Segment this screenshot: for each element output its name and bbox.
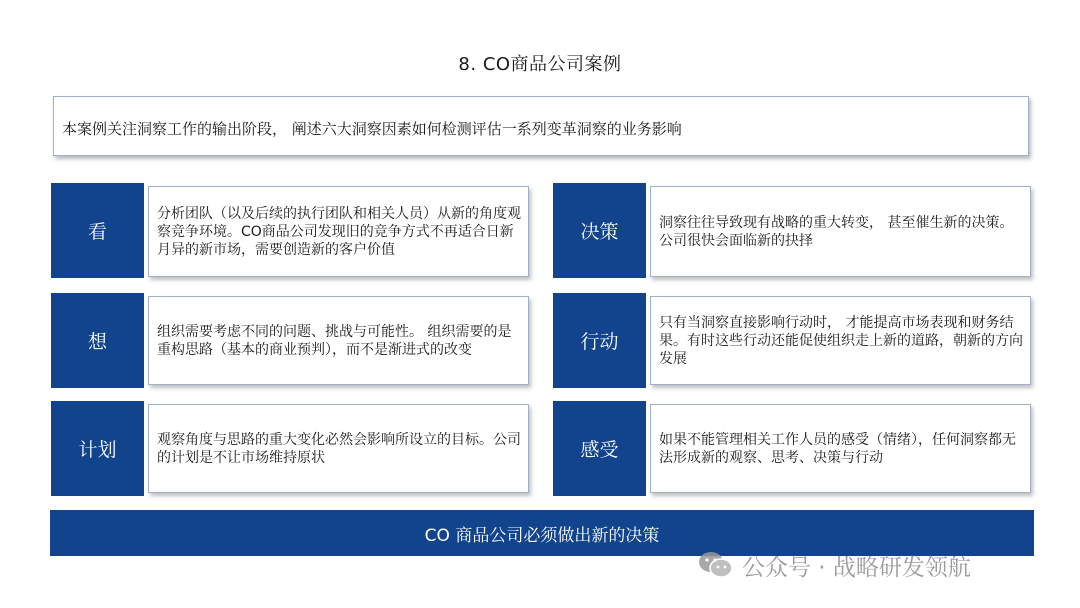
label-feel: 感受 [553,401,646,496]
page-title: 8. CO商品公司案例 [458,54,622,75]
desc-act [650,296,1031,385]
label-plan: 计划 [51,401,144,496]
label-decide: 决策 [553,183,646,278]
watermark-text: 公众号 · 战略研发领航 [742,554,971,581]
desc-plan [148,404,529,493]
watermark [698,548,971,582]
intro-text: 本案例关注洞察工作的输出阶段， 阐述六大洞察因素如何检测评估一系列变革洞察的业务影响 [62,120,682,138]
wechat-icon [698,550,734,580]
desc-decide-text: 洞察往往导致现有战略的重大转变， 甚至催生新的决策。公司很快会面临新的抉择 [659,214,1014,249]
desc-feel-text: 如果不能管理相关工作人员的感受（情绪），任何洞察都无法形成新的观察、思考、决策与行动 [659,431,1016,466]
desc-think [148,296,529,385]
desc-think-text: 组织需要考虑不同的问题、挑战与可能性。 组织需要的是重构思路（基本的商业预判），而不是渐进式的改变 [157,323,512,358]
desc-see-text: 分析团队（以及后续的执行团队和相关人员）从新的角度观察竞争环境。CO商品公司发现旧的竞争方式不再适合日新月异的新市场，需要创造新的客户价值 [157,205,521,258]
desc-see [148,186,529,277]
label-act: 行动 [553,293,646,388]
label-see: 看 [51,183,144,278]
conclusion-text: CO 商品公司必须做出新的决策 [424,525,660,546]
intro-box [53,96,1029,156]
desc-decide [650,186,1031,277]
desc-plan-text: 观察角度与思路的重大变化必然会影响所设立的目标。公司的计划是不让市场维持原状 [157,431,521,466]
desc-feel [650,404,1031,493]
label-think: 想 [51,293,144,388]
desc-act-text: 只有当洞察直接影响行动时， 才能提高市场表现和财务结果。有时这些行动还能促使组织走上新的道路，朝新的方向发展 [659,314,1023,367]
